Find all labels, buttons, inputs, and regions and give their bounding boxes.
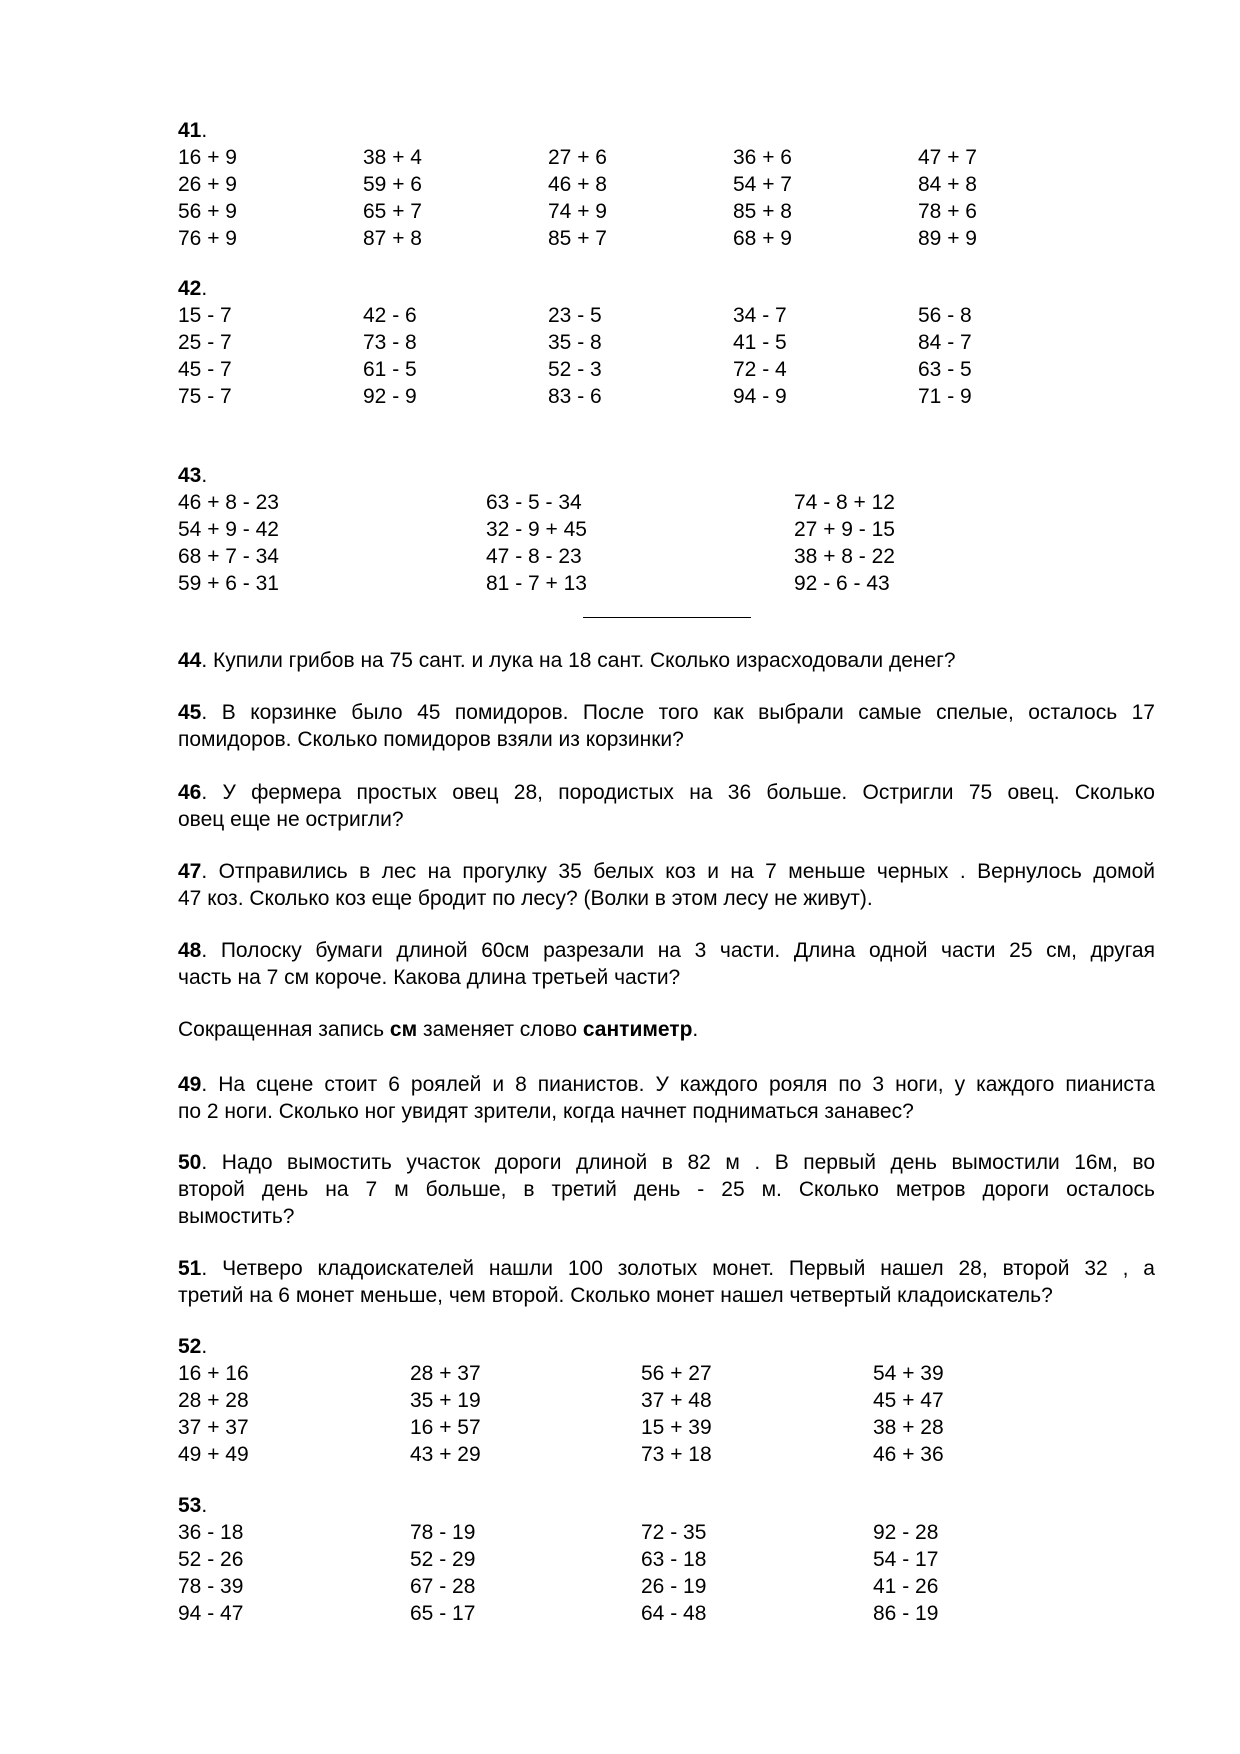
expression: 78 + 6 (918, 200, 977, 223)
expression-row (178, 516, 1155, 543)
note-abbr: см (389, 1018, 418, 1041)
expression-row (178, 1519, 1155, 1546)
expression: 56 + 27 (641, 1362, 712, 1385)
expression: 85 + 8 (733, 200, 792, 223)
expression: 94 - 47 (178, 1602, 244, 1625)
problem-number: 50 (178, 1151, 202, 1174)
expression: 83 - 6 (548, 385, 602, 408)
problem-line (178, 1176, 1155, 1203)
problem-text: овец еще не остригли? (178, 808, 404, 831)
problem-line (178, 1203, 1155, 1230)
problem-text: . На сцене стоит 6 роялей и 8 пианистов. У каждого рояля по 3 ноги, у каждого пианиста (201, 1073, 1155, 1096)
word-problem-50 (178, 1149, 1155, 1230)
expression: 37 + 48 (641, 1389, 712, 1412)
problem-text: . Надо вымостить участок дороги длиной в 82 м . В первый день вымостили 16м, во (201, 1151, 1155, 1174)
problem-line (178, 1071, 1155, 1098)
problem-text: 47 коз. Сколько коз еще бродит по лесу? (Волки в этом лесу не живут). (178, 887, 873, 910)
problem-text: . Полоску бумаги длиной 60см разрезали на 3 части. Длина одной части 25 см, другая (201, 939, 1155, 962)
problem-text: часть на 7 см короче. Какова длина третьей части? (178, 966, 681, 989)
expression: 84 + 8 (918, 173, 977, 196)
problem-text: . Купили грибов на 75 сант. и лука на 18 сант. Сколько израсходовали денег? (201, 649, 956, 672)
expression: 16 + 16 (178, 1362, 249, 1385)
expression: 28 + 37 (410, 1362, 481, 1385)
word-problem-45 (178, 699, 1155, 753)
problem-text: . В корзинке было 45 помидоров. После того как выбрали самые спелые, осталось 17 (201, 701, 1155, 724)
expression: 56 + 9 (178, 200, 237, 223)
expression-row (178, 489, 1155, 516)
problem-number: 45 (178, 701, 202, 724)
expression-row (178, 1573, 1155, 1600)
expression: 86 - 19 (873, 1602, 939, 1625)
word-problem-49 (178, 1071, 1155, 1125)
problem-line (178, 806, 1155, 833)
expression: 92 - 28 (873, 1521, 939, 1544)
expression: 52 - 29 (410, 1548, 476, 1571)
expression: 52 - 26 (178, 1548, 244, 1571)
note-middle: заменяет слово (417, 1018, 583, 1041)
word-problem-46 (178, 779, 1155, 833)
expression: 54 + 39 (873, 1362, 944, 1385)
expression: 68 + 7 - 34 (178, 545, 279, 568)
expression: 37 + 37 (178, 1416, 249, 1439)
expression: 64 - 48 (641, 1602, 707, 1625)
expression: 35 + 19 (410, 1389, 481, 1412)
word-problem-48 (178, 937, 1155, 991)
expression-row (178, 383, 1155, 410)
expression: 63 - 5 - 34 (486, 491, 582, 514)
expression: 36 - 18 (178, 1521, 244, 1544)
expression: 73 - 8 (363, 331, 417, 354)
exercise-number: 52. (178, 1335, 208, 1358)
expression: 84 - 7 (918, 331, 972, 354)
expression: 26 - 19 (641, 1575, 707, 1598)
expression: 28 + 28 (178, 1389, 249, 1412)
expression: 59 + 6 (363, 173, 422, 196)
exercise-number-value: 53 (178, 1494, 202, 1517)
expression: 56 - 8 (918, 304, 972, 327)
expression-row (178, 570, 1155, 597)
exercise-41 (178, 117, 1155, 252)
note-abbreviation (178, 1016, 1155, 1043)
exercise-number-value: 43 (178, 464, 202, 487)
expression: 73 + 18 (641, 1443, 712, 1466)
problem-line (178, 1255, 1155, 1282)
expression-row (178, 225, 1155, 252)
exercise-number-value: 42 (178, 277, 202, 300)
expression: 63 - 18 (641, 1548, 707, 1571)
expression: 27 + 9 - 15 (794, 518, 895, 541)
exercise-number: 53. (178, 1494, 208, 1517)
expression: 34 - 7 (733, 304, 787, 327)
problem-line (178, 937, 1155, 964)
exercise-number-value: 52 (178, 1335, 202, 1358)
word-problem-47 (178, 858, 1155, 912)
expression-row (178, 356, 1155, 383)
problem-text: второй день на 7 м больше, в третий день - 25 м. Сколько метров дороги осталось (178, 1178, 1155, 1201)
expression: 38 + 28 (873, 1416, 944, 1439)
expression: 78 - 39 (178, 1575, 244, 1598)
expression-row (178, 329, 1155, 356)
problem-number: 49 (178, 1073, 202, 1096)
expression: 49 + 49 (178, 1443, 249, 1466)
expression: 15 + 39 (641, 1416, 712, 1439)
expression: 41 - 5 (733, 331, 787, 354)
expression: 46 + 8 (548, 173, 607, 196)
expression: 81 - 7 + 13 (486, 572, 587, 595)
expression: 78 - 19 (410, 1521, 476, 1544)
expression: 15 - 7 (178, 304, 232, 327)
word-problem-44 (178, 647, 1155, 674)
expression: 89 + 9 (918, 227, 977, 250)
expression: 72 - 4 (733, 358, 787, 381)
expression: 52 - 3 (548, 358, 602, 381)
exercise-number: 42. (178, 277, 208, 300)
expression: 68 + 9 (733, 227, 792, 250)
word-problem-51 (178, 1255, 1155, 1309)
expression: 75 - 7 (178, 385, 232, 408)
expression: 35 - 8 (548, 331, 602, 354)
problem-line (178, 647, 1155, 674)
expression: 54 + 7 (733, 173, 792, 196)
expression-row (178, 144, 1155, 171)
expression-row (178, 1414, 1155, 1441)
expression: 65 + 7 (363, 200, 422, 223)
problem-number: 44 (178, 649, 202, 672)
expression-row (178, 171, 1155, 198)
exercise-53 (178, 1492, 1155, 1627)
exercise-number: 43. (178, 464, 208, 487)
note-prefix: Сокращенная запись (178, 1018, 390, 1041)
problem-line (178, 858, 1155, 885)
problem-number: 48 (178, 939, 202, 962)
problem-line (178, 726, 1155, 753)
note-word: сантиметр (582, 1018, 693, 1041)
problem-text: помидоров. Сколько помидоров взяли из корзинки? (178, 728, 684, 751)
problem-line (178, 779, 1155, 806)
problem-line (178, 885, 1155, 912)
problem-number: 51 (178, 1257, 202, 1280)
problem-line (178, 699, 1155, 726)
expression: 25 - 7 (178, 331, 232, 354)
expression-row (178, 543, 1155, 570)
problem-text: вымостить? (178, 1205, 295, 1228)
problem-number: 46 (178, 781, 202, 804)
expression: 92 - 6 - 43 (794, 572, 890, 595)
expression: 26 + 9 (178, 173, 237, 196)
expression: 46 + 8 - 23 (178, 491, 279, 514)
expression: 61 - 5 (363, 358, 417, 381)
expression: 16 + 9 (178, 146, 237, 169)
expression: 76 + 9 (178, 227, 237, 250)
expression: 74 - 8 + 12 (794, 491, 895, 514)
exercise-43 (178, 462, 1155, 597)
expression: 65 - 17 (410, 1602, 476, 1625)
expression-row (178, 1600, 1155, 1627)
expression-row (178, 198, 1155, 225)
section-divider (583, 617, 751, 618)
expression-row (178, 1360, 1155, 1387)
problem-text: по 2 ноги. Сколько ног увидят зрители, когда начнет подниматься занавес? (178, 1100, 914, 1123)
expression: 47 + 7 (918, 146, 977, 169)
expression-row (178, 1546, 1155, 1573)
expression: 94 - 9 (733, 385, 787, 408)
problem-line (178, 1282, 1155, 1309)
problem-text: . У фермера простых овец 28, породистых на 36 больше. Остригли 75 овец. Сколько (201, 781, 1155, 804)
expression: 41 - 26 (873, 1575, 939, 1598)
exercise-number-value: 41 (178, 119, 202, 142)
note-suffix: . (692, 1018, 699, 1041)
exercise-number: 41. (178, 119, 208, 142)
expression: 27 + 6 (548, 146, 607, 169)
expression: 46 + 36 (873, 1443, 944, 1466)
expression: 38 + 8 - 22 (794, 545, 895, 568)
problem-number: 47 (178, 860, 202, 883)
expression: 67 - 28 (410, 1575, 476, 1598)
expression: 45 + 47 (873, 1389, 944, 1412)
expression: 85 + 7 (548, 227, 607, 250)
expression: 23 - 5 (548, 304, 602, 327)
problem-text: . Четверо кладоискателей нашли 100 золотых монет. Первый нашел 28, второй 32 , а (201, 1257, 1155, 1280)
expression: 71 - 9 (918, 385, 972, 408)
expression-row (178, 1441, 1155, 1468)
expression: 47 - 8 - 23 (486, 545, 582, 568)
expression: 45 - 7 (178, 358, 232, 381)
expression: 54 + 9 - 42 (178, 518, 279, 541)
expression-row (178, 302, 1155, 329)
problem-text: . Отправились в лес на прогулку 35 белых коз и на 7 меньше черных . Вернулось домой (201, 860, 1155, 883)
exercise-42 (178, 275, 1155, 410)
expression: 38 + 4 (363, 146, 422, 169)
exercise-52 (178, 1333, 1155, 1468)
expression: 54 - 17 (873, 1548, 939, 1571)
expression: 63 - 5 (918, 358, 972, 381)
problem-line (178, 964, 1155, 991)
expression: 72 - 35 (641, 1521, 707, 1544)
expression: 87 + 8 (363, 227, 422, 250)
expression: 43 + 29 (410, 1443, 481, 1466)
problem-line (178, 1098, 1155, 1125)
expression: 92 - 9 (363, 385, 417, 408)
expression: 16 + 57 (410, 1416, 481, 1439)
expression: 42 - 6 (363, 304, 417, 327)
problem-text: третий на 6 монет меньше, чем второй. Сколько монет нашел четвертый кладоискатель? (178, 1284, 1053, 1307)
expression: 59 + 6 - 31 (178, 572, 279, 595)
expression: 36 + 6 (733, 146, 792, 169)
expression: 74 + 9 (548, 200, 607, 223)
expression: 32 - 9 + 45 (486, 518, 587, 541)
expression-row (178, 1387, 1155, 1414)
problem-line (178, 1149, 1155, 1176)
